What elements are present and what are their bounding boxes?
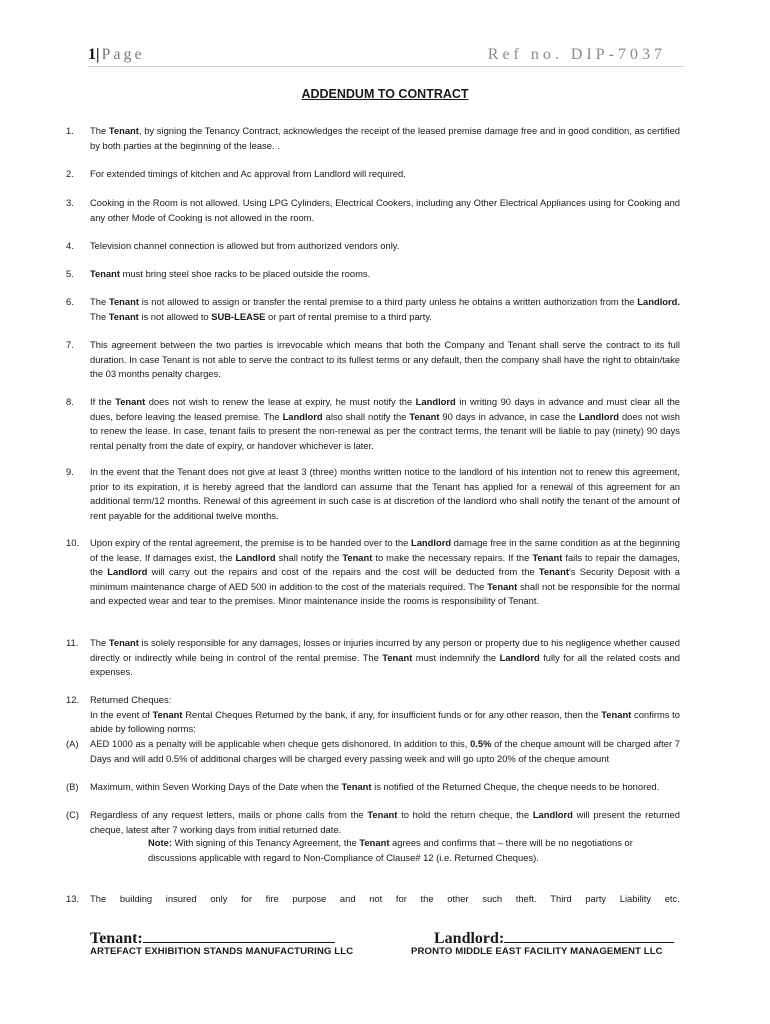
clause-3: 3. Cooking in the Room is not allowed. Using LPG Cylinders, Electrical Cookers, including any Other Electrical Appliances using for Cooking and any other Mode of Cooking is not allowed in the room. [66, 197, 680, 223]
clause-1: 1. The Tenant, by signing the Tenancy Contract, acknowledges the receipt of the leased premise damage free and in good condition, as certified by both parties at the beginning of the lease. . [66, 125, 680, 151]
landlord-company-name: PRONTO MIDDLE EAST FACILITY MANAGEMENT LLC [411, 946, 663, 957]
clause-10: 10. Upon expiry of the rental agreement, the premise is to be handed over to the Landlord damage free in the same condition as at the beginning of the lease. If damages exist, the Landlord shall notify the Tenant to make the necessary repairs. If the Tenant fails to repair the damages, the Landlord will carry out the repairs and cost of the repairs and the cost will be deducted from the Tenant's Security Deposit with a minimum maintenance charge of AED 500 in addition to the cost of the materials required. The Tenant shall not be responsible for the normal and expected wear and tear to the premises. Minor maintenance inside the rooms is responsibility of Tenant. [66, 537, 681, 607]
landlord-signature-label: Landlord: [434, 928, 674, 948]
clause-8: 8. If the Tenant does not wish to renew the lease at expiry, he must notify the Landlord in writing 90 days in advance and must clear all the dues, before leaving the leased premise. The Landlord also shall notify the Tenant 90 days in advance, in case the Landlord does not wish to renew the lease. In case, tenant fails to present the non-renewal as per the contract terms, the tenant will be liable to pay (ninety) 90 days rental penalty from the date of expiry, or handover whichever is later. [66, 396, 681, 451]
page-number: 1| Page [88, 46, 145, 63]
clause-12: 12. Returned Cheques: In the event of Tenant Rental Cheques Returned by the bank, if any, for insufficient funds or for any other reason, then the Tenant confirms to abide by following norms: [66, 693, 680, 737]
document-title: ADDENDUM TO CONTRACT [301, 87, 469, 101]
clause-6: 6. The Tenant is not allowed to assign or transfer the rental premise to a third party unless he obtains a written authorization from the Landlord. The Tenant is not allowed to SUB-LEASE or part of rental premise to a third party. [66, 296, 681, 322]
clause-9: 9. In the event that the Tenant does not give at least 3 (three) months written notice to the landlord of his intention not to renew this agreement, prior to its expiration, it is hereby agreed that the landlord can assume that the Tenant has applied for a renewal of this agreement for an additional term/12 months. Renewal of this agreement in such case is at discretion of the landlord who shall notify the tenant of the amount of rent payable for the additional twelve months. [66, 466, 680, 521]
clause-2: 2. For extended timings of kitchen and Ac approval from Landlord will required. [66, 168, 406, 179]
tenant-signature-label: Tenant: [90, 928, 335, 948]
tenant-company-name: ARTEFACT EXHIBITION STANDS MANUFACTURING LLC [90, 946, 354, 957]
cheque-note: Note: With signing of this Tenancy Agreement, the Tenant agrees and confirms that – there will be no negotiations or discussions applicable with regard to Non-Compliance of Clause# 12 (i.e. Returned Cheques). [148, 837, 633, 863]
clause-12-a: (A) AED 1000 as a penalty will be applicable when cheque gets dishonored. In addition to this, 0.5% of the cheque amount will be charged after 7 Days and will add 0.5% of additional charges will be charged every passing week and will go upto 20% of the cheque amount [66, 738, 681, 764]
landlord-signature-line[interactable] [504, 928, 674, 943]
clause-11: 11. The Tenant is solely responsible for any damages, losses or injuries incurred by any person or property due to his negligence whether caused directly or indirectly while being in control of the rental premise. The Tenant must indemnify the Landlord fully for all the related costs and expenses. [66, 637, 681, 678]
clause-5: 5. Tenant must bring steel shoe racks to be placed outside the rooms. [66, 268, 371, 279]
clause-12-b: (B) Maximum, within Seven Working Days of the Date when the Tenant is notified of the Returned Cheque, the cheque needs to be honored. [66, 781, 660, 792]
clause-12-intro: In the event of Tenant Rental Cheques Returned by the bank, if any, for insufficient funds or for any other reason, then the Tenant confirms to abide by following norms: [90, 708, 680, 735]
clause-13: 13. The building insured only for fire purpose and not for the other such theft. Third party Liability etc. [66, 893, 680, 904]
tenant-signature-line[interactable] [143, 928, 335, 943]
reference-number: Ref no. DIP-7037 [487, 46, 666, 63]
clause-7: 7. This agreement between the two parties is irrevocable which means that both the Company and Tenant shall serve the contract to its full duration. In case Tenant is not able to serve the contract to its fullest terms or any default, then the company shall have the right to obtain/take the 03 months penalty charges. [66, 339, 680, 380]
page-header [88, 46, 684, 67]
clause-12-c: (C) Regardless of any request letters, mails or phone calls from the Tenant to hold the return cheque, the Landlord will present the returned cheque, latest after 7 working days from initial returned date. [66, 809, 680, 835]
clause-4: 4. Television channel connection is allowed but from authorized vendors only. [66, 240, 400, 251]
